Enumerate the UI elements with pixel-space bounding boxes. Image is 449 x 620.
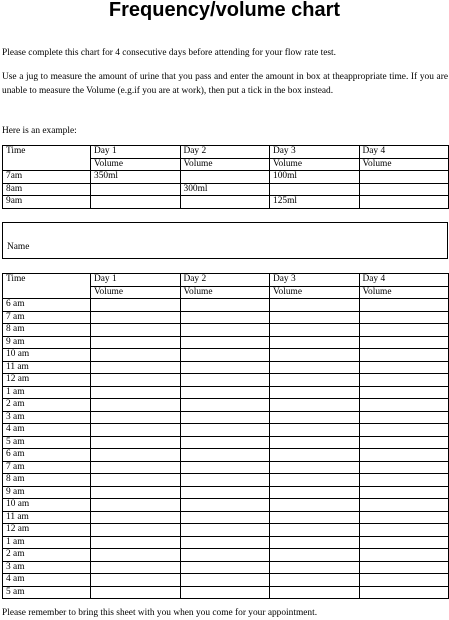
time-cell: 7am xyxy=(3,171,91,184)
table-row xyxy=(3,399,449,412)
volume-entry-cell[interactable] xyxy=(270,449,360,462)
instructions-text: Use a jug to measure the amount of urine that you pass and enter the amount in box at theappropriate time. If you are unable to measure the Volume (e.g.if you are at work), then put a tick in the box instead. xyxy=(2,72,448,96)
volume-entry-cell[interactable] xyxy=(91,486,181,499)
volume-column-header: Volume xyxy=(180,286,270,299)
time-cell: 10 am xyxy=(3,349,91,362)
volume-entry-cell[interactable] xyxy=(91,511,181,524)
volume-column-header: Volume xyxy=(91,286,181,299)
table-row xyxy=(3,474,449,487)
volume-entry-cell[interactable] xyxy=(180,511,270,524)
volume-entry-cell[interactable] xyxy=(91,399,181,412)
volume-entry-cell[interactable] xyxy=(270,336,360,349)
volume-entry-cell[interactable] xyxy=(270,386,360,399)
table-row xyxy=(3,574,449,587)
volume-column-header: Volume xyxy=(91,158,181,171)
time-cell: 2 am xyxy=(3,399,91,412)
volume-entry-cell[interactable] xyxy=(270,361,360,374)
day-column-header: Day 4 xyxy=(359,146,449,159)
volume-entry-cell[interactable] xyxy=(180,361,270,374)
volume-entry-cell[interactable] xyxy=(91,561,181,574)
volume-entry-cell[interactable] xyxy=(359,411,449,424)
time-cell: 9 am xyxy=(3,486,91,499)
table-row xyxy=(3,361,449,374)
volume-cell: 100ml xyxy=(270,171,360,184)
time-cell: 7 am xyxy=(3,311,91,324)
time-cell: 3 am xyxy=(3,411,91,424)
table-row xyxy=(3,524,449,537)
volume-cell xyxy=(91,183,181,196)
time-column-header: Time xyxy=(3,274,91,299)
time-cell: 3 am xyxy=(3,561,91,574)
volume-entry-cell[interactable] xyxy=(359,436,449,449)
volume-entry-cell[interactable] xyxy=(270,586,360,599)
volume-column-header: Volume xyxy=(359,286,449,299)
volume-entry-cell[interactable] xyxy=(270,461,360,474)
time-cell: 4 am xyxy=(3,574,91,587)
volume-cell xyxy=(180,196,270,209)
volume-entry-cell[interactable] xyxy=(180,561,270,574)
table-row xyxy=(3,586,449,599)
intro-text: Please complete this chart for 4 consecutive days before attending for your flow rate test. xyxy=(2,48,336,58)
volume-column-header: Volume xyxy=(359,158,449,171)
time-cell: 12 am xyxy=(3,524,91,537)
table-row xyxy=(3,311,449,324)
volume-entry-cell[interactable] xyxy=(359,349,449,362)
volume-entry-cell[interactable] xyxy=(270,349,360,362)
table-header-row xyxy=(3,274,449,287)
volume-cell xyxy=(359,171,449,184)
time-cell: 6 am xyxy=(3,299,91,312)
day-column-header: Day 3 xyxy=(270,274,360,287)
volume-cell xyxy=(359,183,449,196)
volume-column-header: Volume xyxy=(180,158,270,171)
volume-entry-cell[interactable] xyxy=(180,524,270,537)
volume-entry-cell[interactable] xyxy=(359,486,449,499)
volume-entry-cell[interactable] xyxy=(180,311,270,324)
table-row xyxy=(3,424,449,437)
volume-cell xyxy=(359,196,449,209)
volume-entry-cell[interactable] xyxy=(270,486,360,499)
volume-entry-cell[interactable] xyxy=(91,424,181,437)
day-column-header: Day 2 xyxy=(180,274,270,287)
name-label: Name xyxy=(7,242,30,252)
volume-entry-cell[interactable] xyxy=(270,411,360,424)
volume-entry-cell[interactable] xyxy=(91,536,181,549)
day-column-header: Day 1 xyxy=(91,146,181,159)
volume-entry-cell[interactable] xyxy=(180,386,270,399)
volume-entry-cell[interactable] xyxy=(270,499,360,512)
time-cell: 7 am xyxy=(3,461,91,474)
volume-column-header: Volume xyxy=(270,286,360,299)
volume-entry-cell[interactable] xyxy=(91,299,181,312)
time-cell: 4 am xyxy=(3,424,91,437)
table-row xyxy=(3,561,449,574)
volume-entry-cell[interactable] xyxy=(91,586,181,599)
volume-entry-cell[interactable] xyxy=(359,324,449,337)
volume-entry-cell[interactable] xyxy=(91,549,181,562)
volume-entry-cell[interactable] xyxy=(180,399,270,412)
volume-entry-cell[interactable] xyxy=(270,311,360,324)
volume-entry-cell[interactable] xyxy=(359,461,449,474)
time-cell: 5 am xyxy=(3,436,91,449)
volume-entry-cell[interactable] xyxy=(91,411,181,424)
volume-entry-cell[interactable] xyxy=(359,511,449,524)
volume-entry-cell[interactable] xyxy=(359,586,449,599)
volume-entry-cell[interactable] xyxy=(91,474,181,487)
volume-entry-cell[interactable] xyxy=(270,561,360,574)
volume-entry-cell[interactable] xyxy=(91,499,181,512)
volume-entry-cell[interactable] xyxy=(180,349,270,362)
volume-entry-cell[interactable] xyxy=(91,336,181,349)
volume-entry-cell[interactable] xyxy=(270,536,360,549)
volume-entry-cell[interactable] xyxy=(180,449,270,462)
example-table xyxy=(2,145,449,209)
frequency-volume-table xyxy=(2,273,449,599)
volume-entry-cell[interactable] xyxy=(180,411,270,424)
day-column-header: Day 2 xyxy=(180,146,270,159)
volume-entry-cell[interactable] xyxy=(359,536,449,549)
volume-entry-cell[interactable] xyxy=(359,424,449,437)
volume-entry-cell[interactable] xyxy=(91,324,181,337)
table-row xyxy=(3,499,449,512)
volume-cell: 350ml xyxy=(91,171,181,184)
volume-entry-cell[interactable] xyxy=(91,349,181,362)
volume-cell xyxy=(180,171,270,184)
table-row xyxy=(3,536,449,549)
table-row xyxy=(3,549,449,562)
time-cell: 1 am xyxy=(3,536,91,549)
volume-entry-cell[interactable] xyxy=(359,574,449,587)
volume-entry-cell[interactable] xyxy=(270,511,360,524)
time-cell: 10 am xyxy=(3,499,91,512)
table-row xyxy=(3,374,449,387)
volume-entry-cell[interactable] xyxy=(180,474,270,487)
volume-entry-cell[interactable] xyxy=(359,399,449,412)
table-row xyxy=(3,436,449,449)
volume-entry-cell[interactable] xyxy=(91,361,181,374)
volume-cell: 300ml xyxy=(180,183,270,196)
time-cell: 12 am xyxy=(3,374,91,387)
time-cell: 9 am xyxy=(3,336,91,349)
volume-entry-cell[interactable] xyxy=(270,574,360,587)
volume-entry-cell[interactable] xyxy=(91,461,181,474)
volume-entry-cell[interactable] xyxy=(359,299,449,312)
volume-entry-cell[interactable] xyxy=(359,474,449,487)
volume-entry-cell[interactable] xyxy=(359,499,449,512)
volume-entry-cell[interactable] xyxy=(270,474,360,487)
table-row xyxy=(3,196,449,209)
volume-entry-cell[interactable] xyxy=(270,324,360,337)
time-cell: 8am xyxy=(3,183,91,196)
page-title: Frequency/volume chart xyxy=(108,0,341,21)
table-row xyxy=(3,324,449,337)
volume-cell: 125ml xyxy=(270,196,360,209)
volume-entry-cell[interactable] xyxy=(270,424,360,437)
volume-entry-cell[interactable] xyxy=(270,549,360,562)
table-row xyxy=(3,336,449,349)
volume-entry-cell[interactable] xyxy=(359,549,449,562)
volume-entry-cell[interactable] xyxy=(180,374,270,387)
table-row xyxy=(3,461,449,474)
time-cell: 1 am xyxy=(3,386,91,399)
example-label: Here is an example: xyxy=(2,126,77,136)
footer-note: Please remember to bring this sheet with you when you come for your appointment. xyxy=(2,608,318,618)
time-cell: 11 am xyxy=(3,361,91,374)
volume-entry-cell[interactable] xyxy=(270,374,360,387)
volume-entry-cell[interactable] xyxy=(180,574,270,587)
volume-entry-cell[interactable] xyxy=(270,399,360,412)
volume-entry-cell[interactable] xyxy=(359,524,449,537)
time-cell: 5 am xyxy=(3,586,91,599)
volume-cell xyxy=(91,196,181,209)
volume-entry-cell[interactable] xyxy=(180,486,270,499)
table-row xyxy=(3,349,449,362)
volume-column-header: Volume xyxy=(270,158,360,171)
volume-entry-cell[interactable] xyxy=(359,386,449,399)
time-cell: 6 am xyxy=(3,449,91,462)
volume-entry-cell[interactable] xyxy=(91,524,181,537)
volume-entry-cell[interactable] xyxy=(359,561,449,574)
table-row xyxy=(3,486,449,499)
volume-entry-cell[interactable] xyxy=(359,336,449,349)
volume-entry-cell[interactable] xyxy=(180,536,270,549)
table-row xyxy=(3,386,449,399)
table-row xyxy=(3,411,449,424)
volume-entry-cell[interactable] xyxy=(180,586,270,599)
volume-entry-cell[interactable] xyxy=(91,436,181,449)
volume-entry-cell[interactable] xyxy=(270,436,360,449)
volume-entry-cell[interactable] xyxy=(180,499,270,512)
volume-entry-cell[interactable] xyxy=(359,361,449,374)
time-cell: 11 am xyxy=(3,511,91,524)
table-header-row xyxy=(3,146,449,159)
time-cell: 8 am xyxy=(3,324,91,337)
volume-entry-cell[interactable] xyxy=(91,374,181,387)
volume-entry-cell[interactable] xyxy=(359,374,449,387)
name-field[interactable] xyxy=(2,222,448,259)
volume-entry-cell[interactable] xyxy=(180,336,270,349)
volume-entry-cell[interactable] xyxy=(180,436,270,449)
volume-entry-cell[interactable] xyxy=(180,461,270,474)
volume-entry-cell[interactable] xyxy=(180,299,270,312)
table-row xyxy=(3,511,449,524)
volume-entry-cell[interactable] xyxy=(180,324,270,337)
volume-entry-cell[interactable] xyxy=(359,449,449,462)
time-cell: 8 am xyxy=(3,474,91,487)
day-column-header: Day 3 xyxy=(270,146,360,159)
time-cell: 2 am xyxy=(3,549,91,562)
volume-entry-cell[interactable] xyxy=(91,311,181,324)
volume-entry-cell[interactable] xyxy=(270,524,360,537)
volume-entry-cell[interactable] xyxy=(359,311,449,324)
table-row xyxy=(3,449,449,462)
volume-entry-cell[interactable] xyxy=(91,386,181,399)
volume-entry-cell[interactable] xyxy=(270,299,360,312)
table-row xyxy=(3,299,449,312)
day-column-header: Day 4 xyxy=(359,274,449,287)
time-cell: 9am xyxy=(3,196,91,209)
day-column-header: Day 1 xyxy=(91,274,181,287)
volume-entry-cell[interactable] xyxy=(91,449,181,462)
table-row xyxy=(3,183,449,196)
volume-entry-cell[interactable] xyxy=(91,574,181,587)
volume-entry-cell[interactable] xyxy=(180,424,270,437)
volume-entry-cell[interactable] xyxy=(180,549,270,562)
volume-cell xyxy=(270,183,360,196)
time-column-header: Time xyxy=(3,146,91,171)
table-row xyxy=(3,171,449,184)
